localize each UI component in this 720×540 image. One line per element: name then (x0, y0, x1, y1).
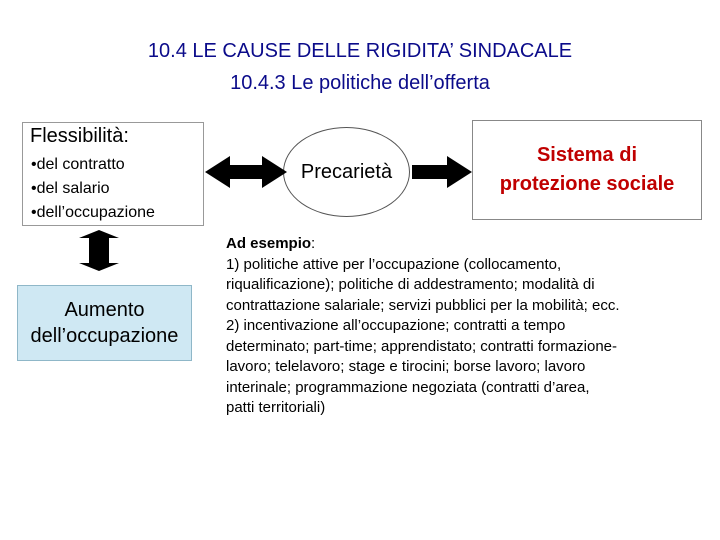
flessibilita-item: • del contratto (31, 153, 155, 177)
flessibilita-item: • del salario (31, 177, 155, 201)
example-line: riqualificazione); politiche di addestramento; modalità di (226, 276, 595, 293)
example-line: determinato; part-time; apprendistato; contratti formazione- (226, 337, 618, 355)
example-line: 2) incentivazione all’occupazione; contratti a tempo (226, 317, 566, 334)
right-arrow (412, 156, 472, 188)
aumento-line2: dell’occupazione (30, 325, 179, 347)
example-line: contrattazione salariale; servizi pubblici per la mobilità; ecc. (226, 296, 620, 314)
sistema-line2: protezione sociale (499, 173, 675, 195)
double-arrow-vertical (79, 230, 119, 271)
example-line: 1) politiche attive per l’occupazione (collocamento, (226, 255, 562, 273)
example-heading (226, 234, 696, 255)
precarieta-label: Precarietà (300, 160, 393, 183)
sistema-line1: Sistema di (536, 144, 638, 166)
flessibilita-heading: Flessibilità: (30, 125, 129, 147)
slide-title-line2: 10.4.3 Le politiche dell’offerta (230, 72, 490, 94)
example-line: patti territoriali) (226, 399, 326, 416)
aumento-line1: Aumento (64, 299, 145, 321)
flessibilita-item: • dell’occupazione (31, 201, 155, 225)
example-text (226, 234, 696, 419)
example-label: Ad esempio (226, 235, 312, 252)
example-colon: : (311, 235, 316, 252)
double-arrow-horizontal (205, 156, 287, 188)
example-line: interinale; programmazione negoziata (contratti d’area, (226, 378, 590, 396)
example-line: lavoro; telelavoro; stage e tirocini; borse lavoro; lavoro (226, 358, 586, 375)
slide-title-line1: 10.4 LE CAUSE DELLE RIGIDITA’ SINDACALE (147, 40, 573, 62)
